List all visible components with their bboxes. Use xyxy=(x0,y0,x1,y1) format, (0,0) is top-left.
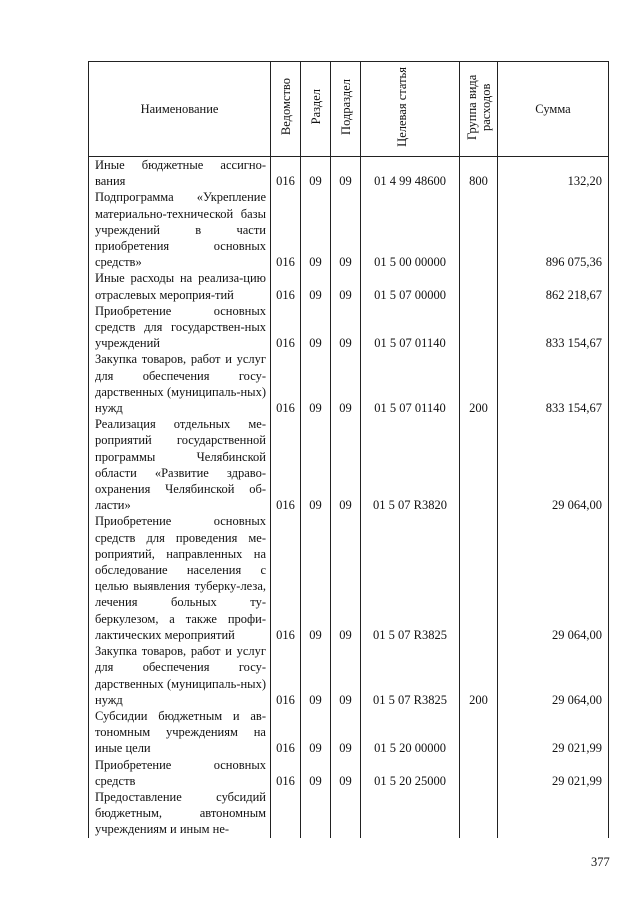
row-name: Закупка товаров, работ и услуг для обеспечения госу-дарственных (муниципаль-ных) нужд xyxy=(89,643,271,708)
row-target-article: 01 5 07 01140 xyxy=(361,303,460,352)
header-amount: Сумма xyxy=(498,62,609,157)
row-section: 09 xyxy=(301,416,331,513)
table-row xyxy=(89,643,609,708)
row-section xyxy=(301,789,331,838)
table-row xyxy=(89,351,609,416)
row-amount: 833 154,67 xyxy=(498,303,609,352)
row-target-article: 01 5 20 00000 xyxy=(361,708,460,757)
row-department: 016 xyxy=(271,416,301,513)
row-amount xyxy=(498,789,609,838)
row-expense-group: 800 xyxy=(460,157,498,190)
row-section: 09 xyxy=(301,351,331,416)
row-name: Приобретение основных средств для проведения ме-роприятий, направленных на обследование населения с целью выявления туберку-леза, лечения больных ту-беркулезом, а также профи-лактических мероприятий xyxy=(89,513,271,643)
row-amount: 29 064,00 xyxy=(498,416,609,513)
row-amount: 29 021,99 xyxy=(498,757,609,789)
row-amount: 29 021,99 xyxy=(498,708,609,757)
row-subsection: 09 xyxy=(331,757,361,789)
row-expense-group: 200 xyxy=(460,351,498,416)
row-department: 016 xyxy=(271,351,301,416)
row-expense-group xyxy=(460,270,498,302)
row-amount: 833 154,67 xyxy=(498,351,609,416)
row-subsection: 09 xyxy=(331,189,361,270)
row-target-article: 01 5 07 R3820 xyxy=(361,416,460,513)
row-section: 09 xyxy=(301,643,331,708)
page-number: 377 xyxy=(591,855,610,869)
header-expense-group: Группа вида расходов xyxy=(460,62,498,157)
row-target-article: 01 5 07 00000 xyxy=(361,270,460,302)
row-name: Приобретение основных средств xyxy=(89,757,271,789)
header-department: Ведомство xyxy=(271,62,301,157)
table-row xyxy=(89,189,609,270)
table-row xyxy=(89,757,609,789)
row-department: 016 xyxy=(271,270,301,302)
row-section: 09 xyxy=(301,189,331,270)
row-department: 016 xyxy=(271,757,301,789)
table-row xyxy=(89,416,609,513)
header-target-article: Целевая статья xyxy=(361,62,460,157)
row-subsection: 09 xyxy=(331,416,361,513)
row-section: 09 xyxy=(301,513,331,643)
row-amount: 896 075,36 xyxy=(498,189,609,270)
table-row xyxy=(89,303,609,352)
row-expense-group xyxy=(460,513,498,643)
row-department: 016 xyxy=(271,157,301,190)
row-subsection: 09 xyxy=(331,303,361,352)
row-target-article: 01 5 00 00000 xyxy=(361,189,460,270)
row-target-article: 01 5 07 01140 xyxy=(361,351,460,416)
row-expense-group xyxy=(460,708,498,757)
row-section: 09 xyxy=(301,157,331,190)
header-subsection: Подраздел xyxy=(331,62,361,157)
row-expense-group xyxy=(460,303,498,352)
row-department xyxy=(271,789,301,838)
row-name: Реализация отдельных ме-роприятий государственной программы Челябинской области «Развитие здраво-охранения Челябинской об-ласти» xyxy=(89,416,271,513)
table-row xyxy=(89,157,609,190)
table-row xyxy=(89,789,609,838)
row-name: Предоставление субсидий бюджетным, автономным учреждениям и иным не- xyxy=(89,789,271,838)
table-row xyxy=(89,270,609,302)
row-expense-group xyxy=(460,789,498,838)
row-department: 016 xyxy=(271,189,301,270)
row-subsection: 09 xyxy=(331,270,361,302)
row-department: 016 xyxy=(271,643,301,708)
row-target-article: 01 5 20 25000 xyxy=(361,757,460,789)
row-department: 016 xyxy=(271,708,301,757)
table-header-row xyxy=(89,62,609,157)
row-target-article: 01 5 07 R3825 xyxy=(361,643,460,708)
row-expense-group xyxy=(460,189,498,270)
row-amount: 862 218,67 xyxy=(498,270,609,302)
row-subsection: 09 xyxy=(331,643,361,708)
row-expense-group: 200 xyxy=(460,643,498,708)
row-subsection: 09 xyxy=(331,351,361,416)
row-name: Иные бюджетные ассигно-вания xyxy=(89,157,271,190)
header-name: Наименование xyxy=(89,62,271,157)
row-expense-group xyxy=(460,416,498,513)
row-name: Закупка товаров, работ и услуг для обеспечения госу-дарственных (муниципаль-ных) нужд xyxy=(89,351,271,416)
table-row xyxy=(89,708,609,757)
row-subsection: 09 xyxy=(331,708,361,757)
row-expense-group xyxy=(460,757,498,789)
table-row xyxy=(89,513,609,643)
row-section: 09 xyxy=(301,708,331,757)
row-section: 09 xyxy=(301,303,331,352)
row-amount: 29 064,00 xyxy=(498,513,609,643)
row-amount: 132,20 xyxy=(498,157,609,190)
row-target-article xyxy=(361,789,460,838)
row-subsection: 09 xyxy=(331,157,361,190)
row-name: Подпрограмма «Укрепление материально-технической базы учреждений в части приобретения основных средств» xyxy=(89,189,271,270)
row-subsection: 09 xyxy=(331,513,361,643)
row-amount: 29 064,00 xyxy=(498,643,609,708)
row-target-article: 01 4 99 48600 xyxy=(361,157,460,190)
budget-table xyxy=(88,61,609,838)
row-department: 016 xyxy=(271,513,301,643)
row-target-article: 01 5 07 R3825 xyxy=(361,513,460,643)
row-name: Иные расходы на реализа-цию отраслевых мероприя-тий xyxy=(89,270,271,302)
row-name: Приобретение основных средств для государствен-ных учреждений xyxy=(89,303,271,352)
header-section: Раздел xyxy=(301,62,331,157)
row-name: Субсидии бюджетным и ав-тономным учреждениям на иные цели xyxy=(89,708,271,757)
row-section: 09 xyxy=(301,270,331,302)
row-subsection xyxy=(331,789,361,838)
row-department: 016 xyxy=(271,303,301,352)
row-section: 09 xyxy=(301,757,331,789)
